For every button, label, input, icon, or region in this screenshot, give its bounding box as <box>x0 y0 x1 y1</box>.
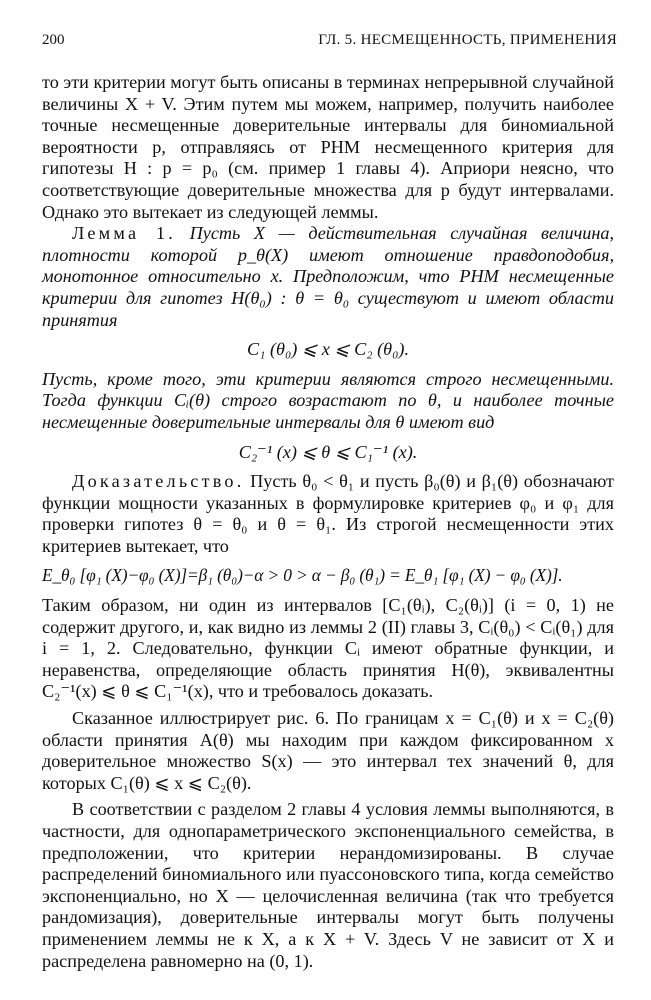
formula-acceptance-region: C₁ (θ₀) ⩽ x ⩽ C₂ (θ₀). <box>246 339 410 360</box>
page-number: 200 <box>42 32 65 48</box>
lemma-statement-continued: Пусть, кроме того, эти критерии являются строго несмещенными. Тогда функции Cᵢ(θ) строго возрастают по θ, и наиболее точные несмещенные доверительные интервалы для θ имеют вид <box>42 368 614 432</box>
paragraph-figure-reference: Сказанное иллюстрирует рис. 6. По границам x = C₁(θ) и x = C₂(θ) области принятия A(θ) мы находим при каждом фиксированном x доверительное множество S(x) — это интервал тех значений θ, для которых C₁(θ) ⩽ x ⩽ C₂(θ). <box>42 708 614 793</box>
proof-paragraph <box>42 471 614 557</box>
proof-text: Пусть θ₀ < θ₁ и пусть β₀(θ) и β₁(θ) обозначают функции мощности указанных в формулировке критериев φ₀ и φ₁ для проверки гипотез θ = θ₀ и θ = θ₁. Из строгой несмещенности этих критериев вытекает, что <box>42 471 614 556</box>
paragraph-exponential-family: В соответствии с разделом 2 главы 4 условия леммы выполняются, в частности, для однопараметрического экспоненциального семейства, в предположении, что критерии нерандомизированы. В случае распределений биномиального или пуассоновского типа, когда семейство экспоненциально, но X — целочисленная величина (так что требуется рандомизация), доверительные интервалы могут быть получены применением леммы не к X, а к X + V. Здесь V не зависит от X и распределена равномерно на (0, 1). <box>42 799 614 971</box>
paragraph-intro: то эти критерии могут быть описаны в терминах непрерывной случайной величины X + V. Этим путем мы можем, например, получить наиболее точные несмещенные доверительные интервалы для биномиальной вероятности p, отправляясь от РНМ несмещенного критерия для гипотезы H : p = p₀ (см. пример 1 главы 4). Априори неясно, что соответствующие доверительные множества для p будут интервалами. Однако это вытекает из следующей леммы. <box>42 72 614 222</box>
lemma-statement: Пусть X — действительная случайная величина, плотности которой p_θ(X) имеют отношение правдоподобия, монотонное относительно x. Предположим, что РНМ несмещенные критерии для гипотез H(θ₀) : θ = θ₀ существуют и имеют области принятия <box>42 223 615 330</box>
lemma-label: Лемма 1. <box>72 223 177 244</box>
lemma-paragraph <box>42 223 614 331</box>
paragraph-conclusion: Таким образом, ни один из интервалов [C₁(θᵢ), C₂(θᵢ)] (i = 0, 1) не содержит другого, и, как видно из леммы 2 (II) главы 3, Cᵢ(θ₀) < Cᵢ(θ₁) для i = 1, 2. Следовательно, функции Cᵢ имеют обратные функции, и неравенства, определяющие область принятия H(θ), эквивалентны C₂⁻¹(x) ⩽ θ ⩽ C₁⁻¹(x), что и требовалось доказать. <box>42 595 614 702</box>
running-title: ГЛ. 5. НЕСМЕЩЕННОСТЬ, ПРИМЕНЕНИЯ <box>318 32 617 48</box>
proof-label: Доказательство. <box>72 471 245 492</box>
page-header <box>42 32 617 54</box>
page-body <box>42 72 614 972</box>
formula-confidence-interval: C₂⁻¹ (x) ⩽ θ ⩽ C₁⁻¹ (x). <box>238 441 418 462</box>
formula-power-inequality: E_θ₀ [φ₁ (X)−φ₀ (X)]=β₁ (θ₀)−α > 0 > α − β₀ (θ₁) = E_θ₁ [φ₁ (X) − φ₀ (X)]. <box>42 565 563 586</box>
